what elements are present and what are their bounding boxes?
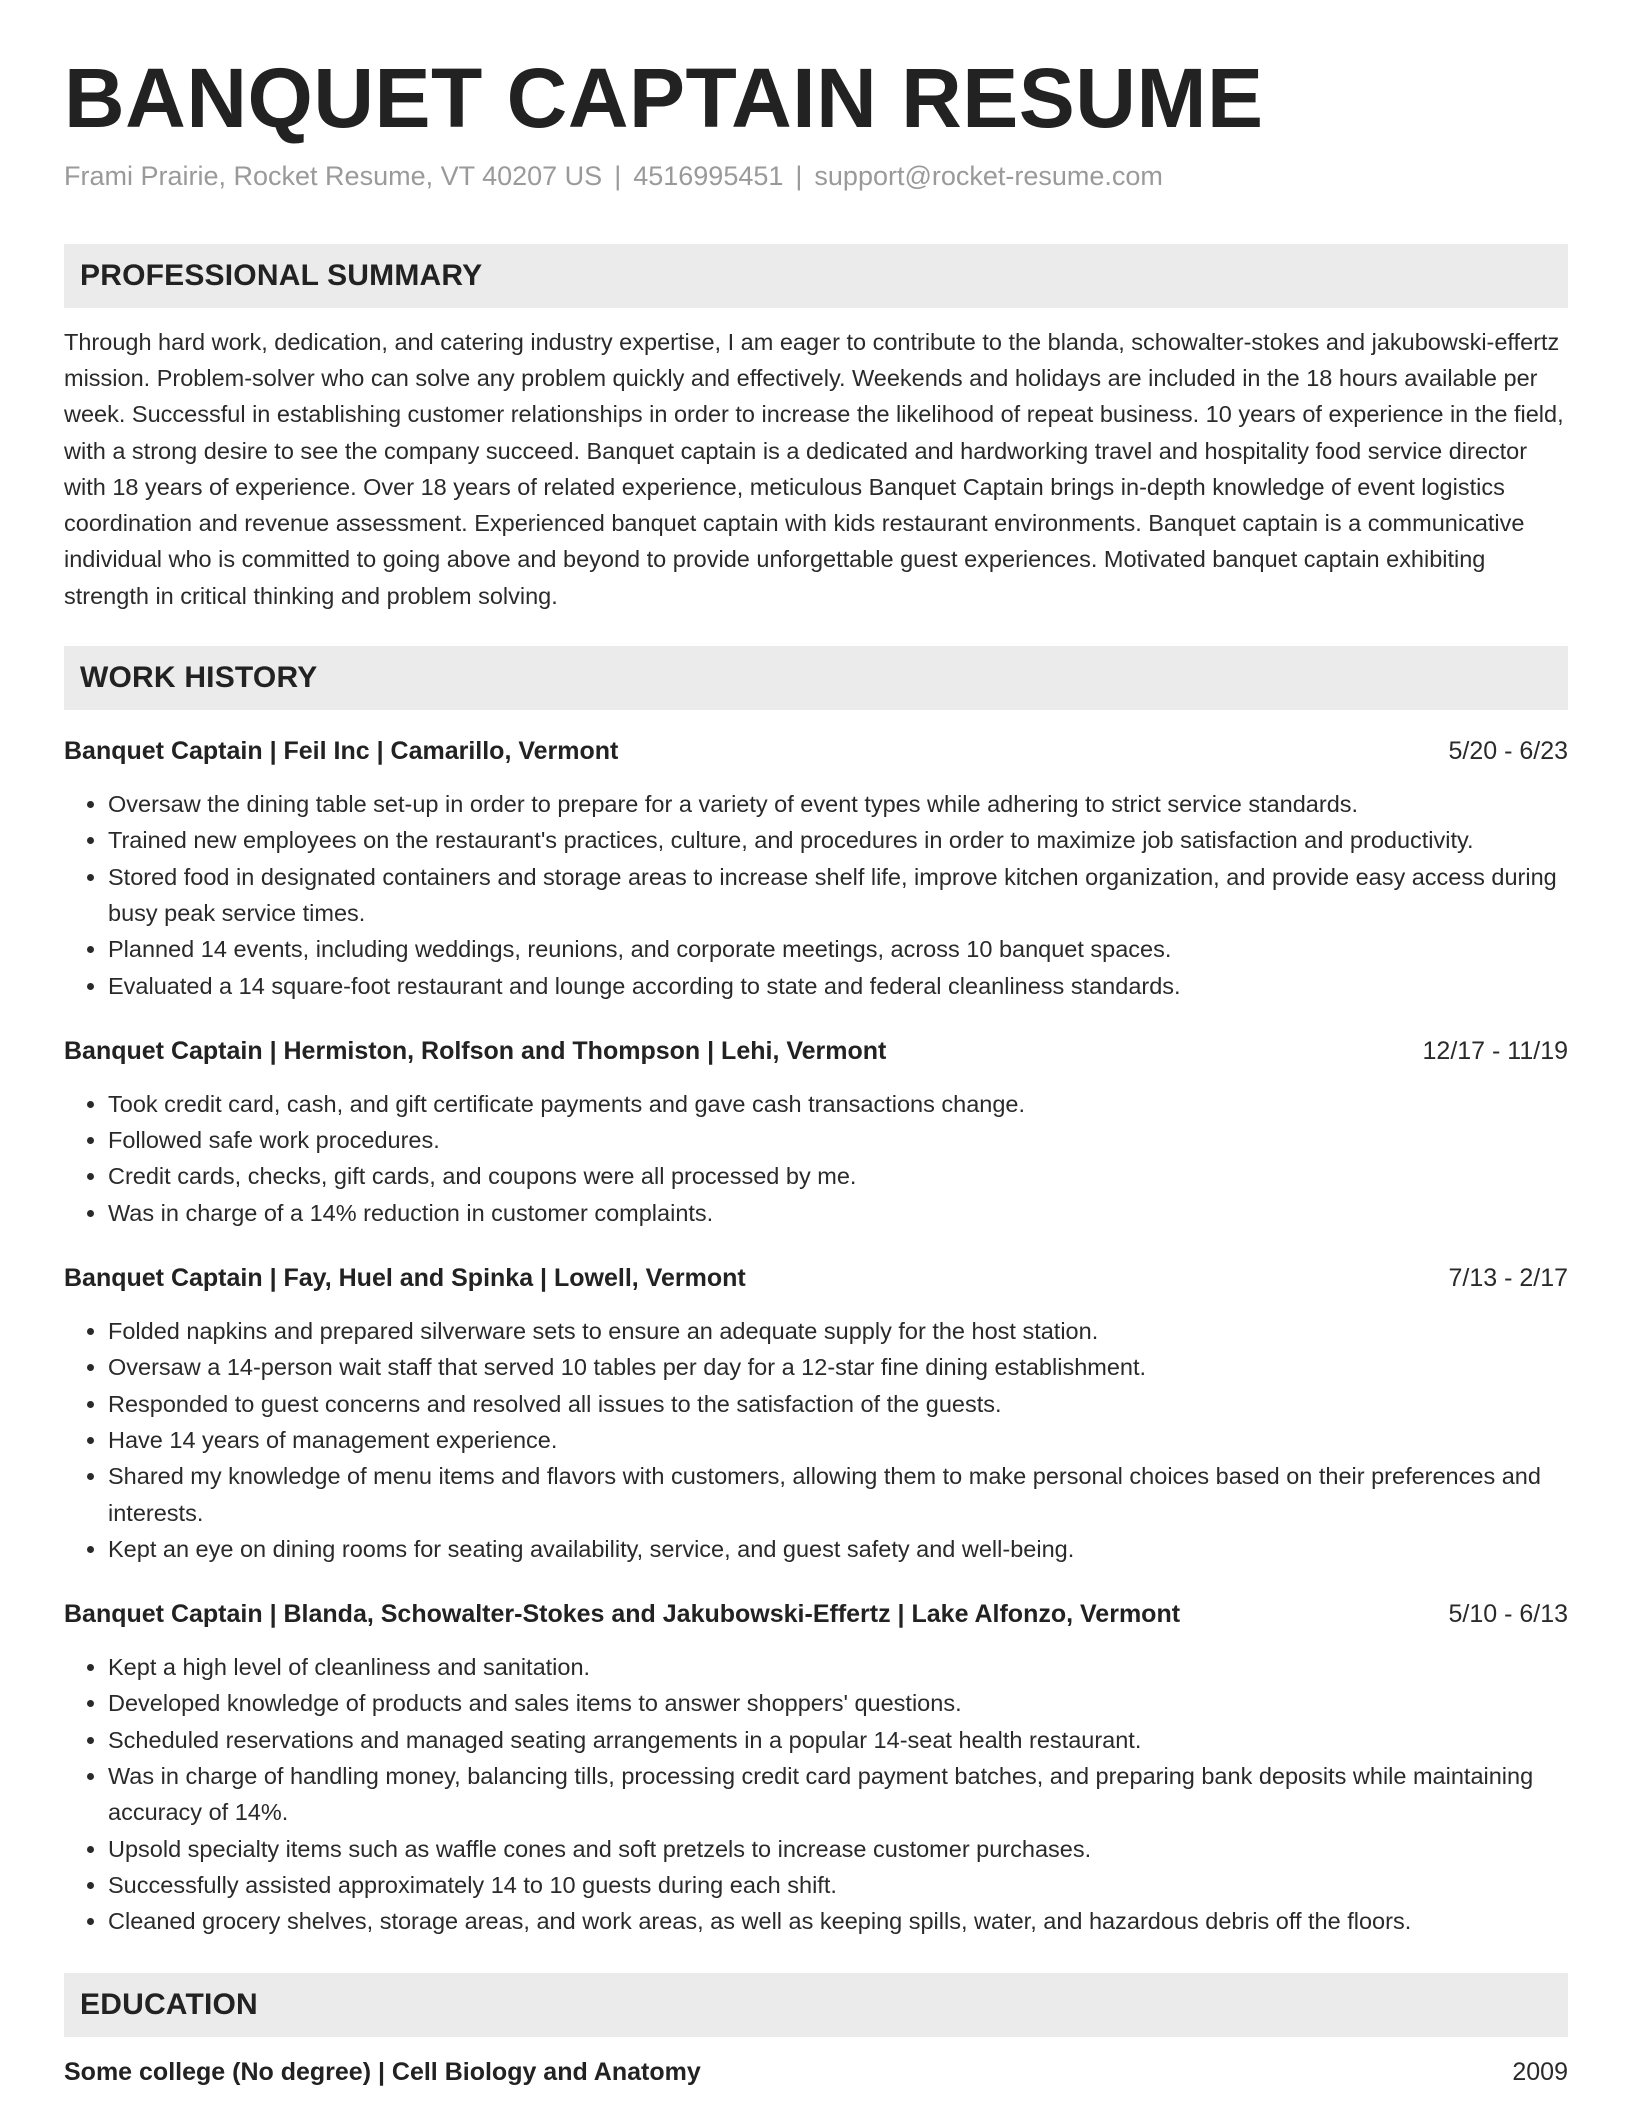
resume-page [64,50,1568,2089]
job-bullets [64,1313,1568,1567]
contact-line [64,159,1568,194]
education-title: Some college (No degree) | Cell Biology and Anatomy [64,2058,701,2087]
bullet-item: • Scheduled reservations and managed seating arrangements in a popular 14-seat health restaurant. [108,1722,1568,1758]
job-entry [64,1597,1568,1939]
job-header [64,1261,1568,1295]
bullet-item: • Planned 14 events, including weddings, reunions, and corporate meetings, across 10 banquet spaces. [108,931,1568,967]
education-entry [64,2055,1568,2089]
bullet-item: • Took credit card, cash, and gift certificate payments and gave cash transactions change. [108,1086,1568,1122]
bullet-item: • Trained new employees on the restaurant's practices, culture, and procedures in order to maximize job satisfaction and productivity. [108,822,1568,858]
job-entry [64,734,1568,1004]
resume-name: BANQUET CAPTAIN RESUME [64,51,1264,145]
bullet-item: • Folded napkins and prepared silverware sets to ensure an adequate supply for the host station. [108,1313,1568,1349]
bullet-item: • Successfully assisted approximately 14 to 10 guests during each shift. [108,1867,1568,1903]
section-header-work-history: WORK HISTORY [64,646,1568,710]
job-entry [64,1261,1568,1567]
job-dates: 12/17 - 11/19 [1422,1036,1568,1065]
bullet-item: • Upsold specialty items such as waffle cones and soft pretzels to increase customer purchases. [108,1831,1568,1867]
bullet-item: • Followed safe work procedures. [108,1122,1568,1158]
bullet-item: • Kept an eye on dining rooms for seating availability, service, and guest safety and well-being. [108,1531,1568,1567]
job-header [64,1597,1568,1631]
job-dates: 5/10 - 6/13 [1448,1600,1568,1629]
education-year: 2009 [1512,2058,1568,2087]
bullet-item: • Kept a high level of cleanliness and sanitation. [108,1649,1568,1685]
section-header-education: EDUCATION [64,1973,1568,2037]
bullet-item: • Was in charge of handling money, balancing tills, processing credit card payment batches, and preparing bank deposits while maintaining accuracy of 14%. [108,1758,1568,1831]
job-header [64,734,1568,768]
contact-email: support@rocket-resume.com [814,160,1163,191]
job-dates: 7/13 - 2/17 [1448,1264,1568,1293]
job-bullets [64,786,1568,1004]
job-header [64,1034,1568,1068]
contact-phone: 4516995451 [633,160,784,191]
contact-separator: | [795,160,803,191]
job-title: Banquet Captain | Hermiston, Rolfson and Thompson | Lehi, Vermont [64,1036,887,1065]
bullet-item: • Oversaw a 14-person wait staff that served 10 tables per day for a 12-star fine dining establishment. [108,1349,1568,1385]
section-header-summary: PROFESSIONAL SUMMARY [64,244,1568,308]
job-dates: 5/20 - 6/23 [1448,737,1568,766]
contact-address: Frami Prairie, Rocket Resume, VT 40207 US [64,160,603,191]
bullet-item: • Shared my knowledge of menu items and flavors with customers, allowing them to make personal choices based on their preferences and interests. [108,1458,1568,1531]
job-title: Banquet Captain | Feil Inc | Camarillo, Vermont [64,737,619,766]
job-bullets [64,1086,1568,1231]
job-title: Banquet Captain | Blanda, Schowalter-Stokes and Jakubowski-Effertz | Lake Alfonzo, Vermont [64,1600,1181,1629]
job-bullets [64,1649,1568,1939]
bullet-item: • Responded to guest concerns and resolved all issues to the satisfaction of the guests. [108,1386,1568,1422]
bullet-item: • Stored food in designated containers and storage areas to increase shelf life, improve kitchen organization, and provide easy access during busy peak service times. [108,859,1568,932]
job-title: Banquet Captain | Fay, Huel and Spinka | Lowell, Vermont [64,1264,746,1293]
bullet-item: • Was in charge of a 14% reduction in customer complaints. [108,1195,1568,1231]
bullet-item: • Oversaw the dining table set-up in order to prepare for a variety of event types while adhering to strict service standards. [108,786,1568,822]
bullet-item: • Developed knowledge of products and sales items to answer shoppers' questions. [108,1685,1568,1721]
bullet-item: • Evaluated a 14 square-foot restaurant and lounge according to state and federal cleanliness standards. [108,968,1568,1004]
bullet-item: • Cleaned grocery shelves, storage areas, and work areas, as well as keeping spills, water, and hazardous debris off the floors. [108,1903,1568,1939]
summary-text: Through hard work, dedication, and catering industry expertise, I am eager to contribute to the blanda, schowalter-stokes and jakubowski-effertz mission. Problem-solver who can solve any problem quickly and effectively. Weekends and holidays are included in the 18 hours available per week. Successful in establishing customer relationships in order to increase the likelihood of repeat business. 10 years of experience in the field, with a strong desire to see the company succeed. Banquet captain is a dedicated and hardworking travel and hospitality food service director with 18 years of experience. Over 18 years of related experience, meticulous Banquet Captain brings in-depth knowledge of event logistics coordination and revenue assessment. Experienced banquet captain with kids restaurant environments. Banquet captain is a communicative individual who is committed to going above and beyond to provide unforgettable guest experiences. Motivated banquet captain exhibiting strength in critical thinking and problem solving. [64,328,1564,609]
bullet-item: • Have 14 years of management experience. [108,1422,1568,1458]
contact-separator: | [614,160,622,191]
job-entry [64,1034,1568,1231]
bullet-item: • Credit cards, checks, gift cards, and coupons were all processed by me. [108,1158,1568,1194]
